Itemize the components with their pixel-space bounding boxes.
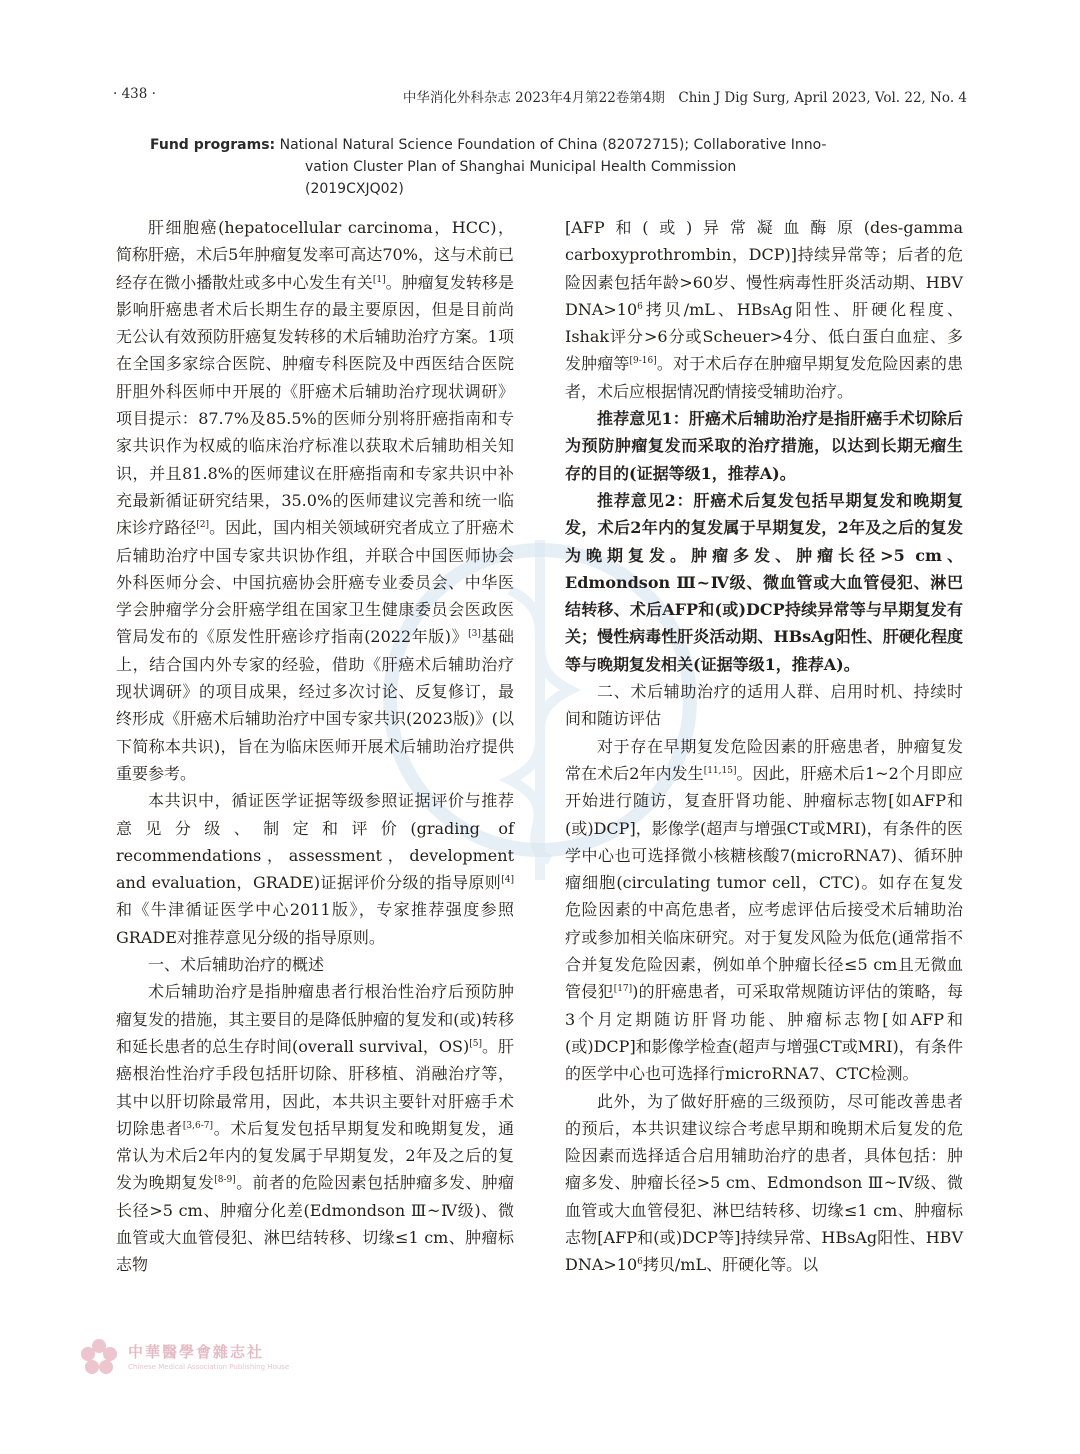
page-number: · 438 ·: [113, 86, 156, 102]
right-column: [565, 214, 963, 1279]
publisher-watermark: [74, 1335, 514, 1385]
fund-text-line2: vation Cluster Plan of Shanghai Municipal Health Commission (2019CXJQ02): [305, 159, 737, 197]
journal-citation: 中华消化外科杂志 2023年4月第22卷第4期 Chin J Dig Surg, April 2023, Vol. 22, No. 4: [402, 90, 967, 106]
fund-programs: [150, 134, 830, 200]
plum-blossom-logo-icon: [78, 1337, 120, 1379]
overview-paragraph: 术后辅助治疗是指肿瘤患者行根治性治疗后预防肿瘤复发的措施，其主要目的是降低肿瘤的复发和(或)转移和延长患者的总生存时间(overall survival，OS)[5]。肝癌根治性治疗手段包括肝切除、肝移植、消融治疗等，其中以肝切除最常用，因此，本共识主要针对肝癌手术切除患者[3,6-7]。术后复发包括早期复发和晚期复发，通常认为术后2年内的复发属于早期复发，2年及之后的复发为晚期复发[8-9]。前者的危险因素包括肿瘤多发、肿瘤长径>5 cm、肿瘤分化差(Edmondson Ⅲ~Ⅳ级)、微血管或大血管侵犯、淋巴结转移、切缘≤1 cm、肿瘤标志物: [116, 982, 514, 1275]
intro-paragraph: 肝细胞癌(hepatocellular carcinoma，HCC)，简称肝癌，术后5年肿瘤复发率可高达70%，这与术前已经存在微小播散灶或多中心发生有关[1]。肿瘤复发转移是影响肝癌患者术后长期生存的最主要原因，但是目前尚无公认有效预防肝癌复发转移的术后辅助治疗方案。1项在全国多家综合医院、肿瘤专科医院及中西医结合医院肝胆外科医师中开展的《肝癌术后辅助治疗现状调研》项目提示：87.7%及85.5%的医师分别将肝癌指南和专家共识作为权威的临床治疗标准以获取术后辅助相关知识，并且81.8%的医师建议在肝癌指南和专家共识中补充最新循证研究结果，35.0%的医师建议完善和统一临床诊疗路径[2]。因此，国内相关领域研究者成立了肝癌术后辅助治疗中国专家共识协作组，并联合中国医师协会外科医师分会、中国抗癌协会肝癌专业委员会、中华医学会肿瘤学分会肝癌学组在国家卫生健康委员会医政医管局发布的《原发性肝癌诊疗指南(2022年版)》[3]基础上，结合国内外专家的经验，借助《肝癌术后辅助治疗现状调研》的项目成果，经过多次讨论、反复修订，最终形成《肝癌术后辅助治疗中国专家共识(2023版)》(以下简称本共识)，旨在为临床医师开展术后辅助治疗提供重要参考。: [116, 218, 514, 783]
publisher-name: 中華醫學會雜志社: [128, 1343, 265, 1361]
grade-paragraph: 本共识中，循证医学证据等级参照证据评价与推荐意见分级、制定和评价(grading of recommendations，assessment，development and evaluation，GRADE)证据评价分级的指导原则[4]和《牛津循证医学中心2011版》，专家推荐强度参照GRADE对推荐意见分级的指导原则。: [116, 791, 514, 947]
recommendation-1: 推荐意见1：肝癌术后辅助治疗是指肝癌手术切除后为预防肿瘤复发而采取的治疗措施，以达到长期无瘤生存的目的(证据等级1，推荐A)。: [565, 409, 963, 483]
section-heading-1: 一、术后辅助治疗的概述: [148, 955, 325, 975]
recommendation-2: 推荐意见2：肝癌术后复发包括早期复发和晚期复发，术后2年内的复发属于早期复发，2年及之后的复发为晚期复发。肿瘤多发、肿瘤长径>5 cm、Edmondson Ⅲ~Ⅳ级、微血管或大血管侵犯、淋巴结转移、术后AFP和(或)DCP持续异常等与早期复发有关；慢性病毒性肝炎活动期、HBsAg阳性、肝硬化程度等与晚期复发相关(证据等级1，推荐A)。: [565, 490, 963, 674]
section-heading-2: 二、术后辅助治疗的适用人群、启用时机、持续时间和随访评估: [565, 682, 963, 729]
fund-text-line1: National Natural Science Foundation of China (82072715); Collaborative Inno-: [275, 137, 827, 153]
fund-label: Fund programs:: [150, 137, 276, 153]
followup-paragraph: 对于存在早期复发危险因素的肝癌患者，肿瘤复发常在术后2年内发生[11,15]。因此，肝癌术后1~2个月即应开始进行随访，复查肝肾功能、肿瘤标志物[如AFP和(或)DCP]，影像学(超声与增强CT或MRI)，有条件的医学中心也可选择微小核糖核酸7(microRNA7)、循环肿瘤细胞(circulating tumor cell，CTC)。如存在复发危险因素的中高危患者，应考虑评估后接受术后辅助治疗或参加相关临床研究。对于复发风险为低危(通常指不合并复发危险因素，例如单个肿瘤长径≤5 cm且无微血管侵犯[17])的肝癌患者，可采取常规随访评估的策略，每3个月定期随访肝肾功能、肿瘤标志物[如AFP和(或)DCP]和影像学检查(超声与增强CT或MRI)，有条件的医学中心也可选择行microRNA7、CTC检测。: [565, 736, 963, 1084]
indication-paragraph: 此外，为了做好肝癌的三级预防，尽可能改善患者的预后，本共识建议综合考虑早期和晚期术后复发的危险因素而选择适合启用辅助治疗的患者，具体包括：肿瘤多发、肿瘤长径>5 cm、Edmondson Ⅲ~Ⅳ级、微血管或大血管侵犯、淋巴结转移、切缘≤1 cm、肿瘤标志物[AFP和(或)DCP等]持续异常、HBsAg阳性、HBV $DNA>10^6$拷贝/mL、肝硬化等。以: [565, 1091, 963, 1275]
risk-factors-paragraph: [AFP和(或)异常凝血酶原(des-gamma carboxyprothrombin，DCP)]持续异常等；后者的危险因素包括年龄>60岁、慢性病毒性肝炎活动期、HBV $DNA>10^6$拷贝/mL、HBsAg阳性、肝硬化程度、Ishak评分>6分或Scheuer>4分、低白蛋白血症、多发肿瘤等[9-16]。对于术后存在肿瘤早期复发危险因素的患者，术后应根据情况酌情接受辅助治疗。: [565, 218, 963, 401]
publisher-name-en: Chinese Medical Association Publishing House: [128, 1363, 290, 1371]
left-column: [116, 214, 514, 1279]
running-header: [113, 86, 967, 108]
